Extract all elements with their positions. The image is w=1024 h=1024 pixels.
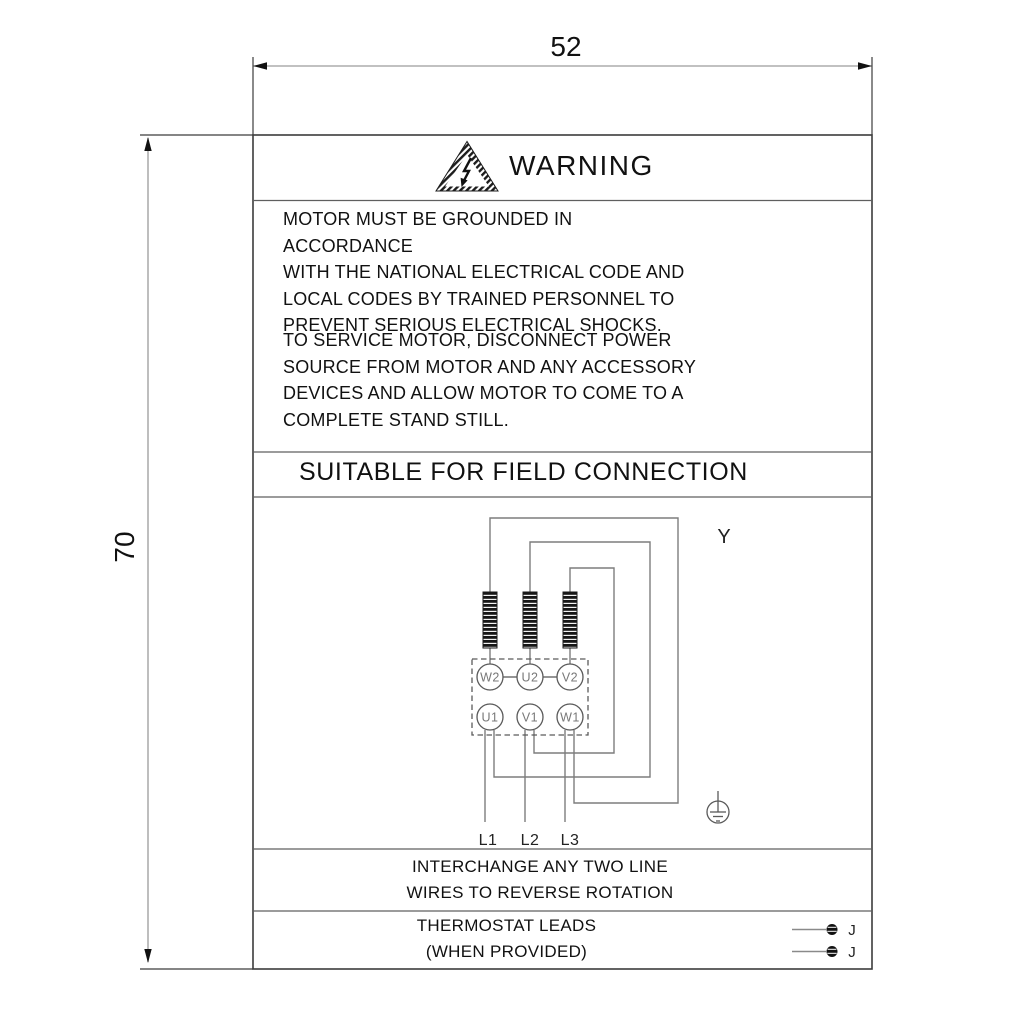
paragraph-line: COMPLETE STAND STILL.: [283, 409, 509, 430]
terminal-label: W1: [560, 710, 580, 725]
high-voltage-triangle-icon: [436, 142, 498, 192]
dimension-height-value: 70: [109, 531, 140, 563]
line-label: L3: [560, 832, 580, 849]
arrow-left-icon: [253, 62, 267, 70]
line-label: L2: [520, 832, 540, 849]
note-line: INTERCHANGE ANY TWO LINE: [412, 857, 668, 876]
note-line: (WHEN PROVIDED): [425, 941, 588, 961]
winding-coils: [483, 592, 577, 648]
line-terminal-labels: [479, 832, 580, 849]
note-line: WIRES TO REVERSE ROTATION: [406, 883, 674, 902]
ground-symbol-icon: [707, 791, 729, 823]
reverse-rotation-note: [253, 854, 872, 906]
arrow-up-icon: [144, 137, 151, 151]
dimension-width-value: 52: [550, 31, 582, 62]
star-connection-symbol: Y: [717, 526, 731, 548]
field-connection-title: SUITABLE FOR FIELD CONNECTION: [299, 458, 748, 486]
warning-title: WARNING: [509, 150, 654, 181]
paragraph-line: DEVICES AND ALLOW MOTOR TO COME TO A: [283, 383, 684, 403]
paragraph-line: TO SERVICE MOTOR, DISCONNECT POWER: [283, 330, 672, 350]
dimension-width: [253, 57, 872, 135]
note-line: THERMOSTAT LEADS: [416, 916, 597, 935]
coil-icon: [563, 592, 577, 648]
terminal-label: W2: [480, 670, 500, 685]
line-label: L1: [478, 832, 498, 849]
coil-icon: [523, 592, 537, 648]
lead-label: J: [848, 944, 856, 961]
terminal-label: V2: [561, 670, 579, 685]
arrow-down-icon: [144, 949, 151, 963]
service-paragraph: [283, 327, 703, 433]
paragraph-line: LOCAL CODES BY TRAINED PERSONNEL TO: [283, 288, 675, 309]
grounding-paragraph: [283, 206, 703, 339]
dimension-height: [140, 135, 253, 969]
paragraph-line: PREVENT SERIOUS ELECTRICAL SHOCKS.: [283, 315, 662, 335]
paragraph-line: WITH THE NATIONAL ELECTRICAL CODE AND: [283, 262, 685, 282]
lead-label: J: [848, 922, 856, 939]
terminal-label: U2: [521, 670, 539, 685]
paragraph-line: SOURCE FROM MOTOR AND ANY ACCESSORY: [283, 356, 697, 377]
coil-icon: [483, 592, 497, 648]
terminal-label: U1: [481, 710, 499, 725]
arrow-right-icon: [858, 62, 872, 70]
terminal-label: V1: [521, 710, 539, 725]
thermostat-note: [253, 913, 872, 964]
paragraph-line: MOTOR MUST BE GROUNDED IN ACCORDANCE: [283, 209, 573, 256]
terminal-block: [472, 659, 588, 735]
